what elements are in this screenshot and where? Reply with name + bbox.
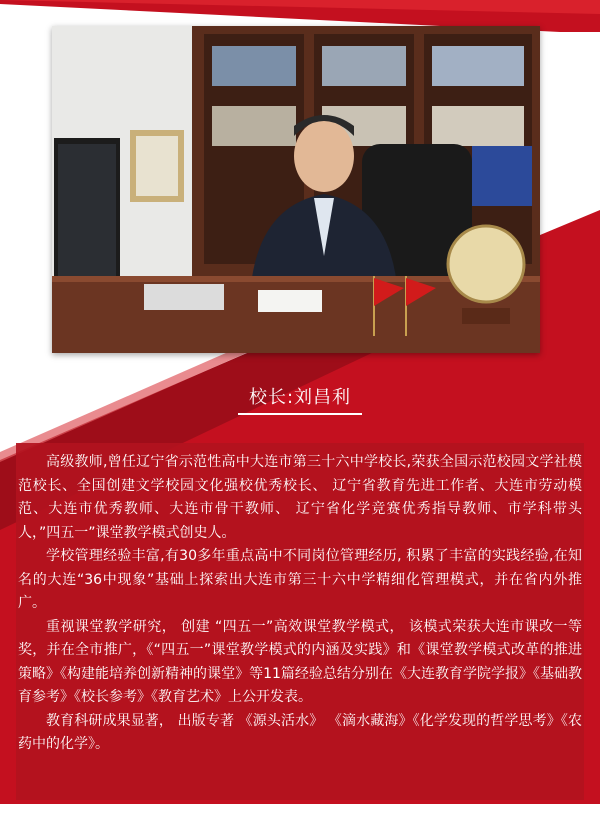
principal-title: 校长:刘昌利 <box>248 387 352 408</box>
bio-paragraph-4: 教育科研成果显著， 出版专著 《源头活水》 《滴水藏海》《化学发现的哲学思考》《农药中的化学》。 <box>18 712 582 752</box>
principal-title-block <box>236 383 364 415</box>
biography-panel <box>16 443 584 800</box>
principal-photo <box>52 26 540 353</box>
bio-paragraph-3: 重视课堂教学研究， 创建 “四五一”高效课堂教学模式， 该模式荣获大连市课改一等奖，并在全市推广，《“四五一”课堂教学模式的内涵及实践》和《课堂教学模式改革的推进策略》《构建能培养创新精神的课堂》等11篇经验总结分别在《大连教育学院学报》《基础教育参考》《校长参考》《教育艺术》上公开发表。 <box>18 618 582 705</box>
bio-paragraph-1: 高级教师,曾任辽宁省示范性高中大连市第三十六中学校长,荣获全国示范校园文学社模范校长、全国创建文学校园文化强校优秀校长、 辽宁省教育先进工作者、大连市劳动模范、大连市优秀教师、大连市骨干教师、 辽宁省化学竞赛优秀指导教师、市学科带头人，”四五一”课堂教学模式创史人。 <box>18 454 582 541</box>
title-underline <box>238 413 362 415</box>
biography-text <box>16 451 584 757</box>
office-portrait-illustration <box>52 26 540 353</box>
bio-paragraph-2: 学校管理经验丰富,有30多年重点高中不同岗位管理经历, 积累了丰富的实践经验,在知名的大连“36中现象”基础上探索出大连市第三十六中学精细化管理模式，并在省内外推广。 <box>18 548 582 611</box>
